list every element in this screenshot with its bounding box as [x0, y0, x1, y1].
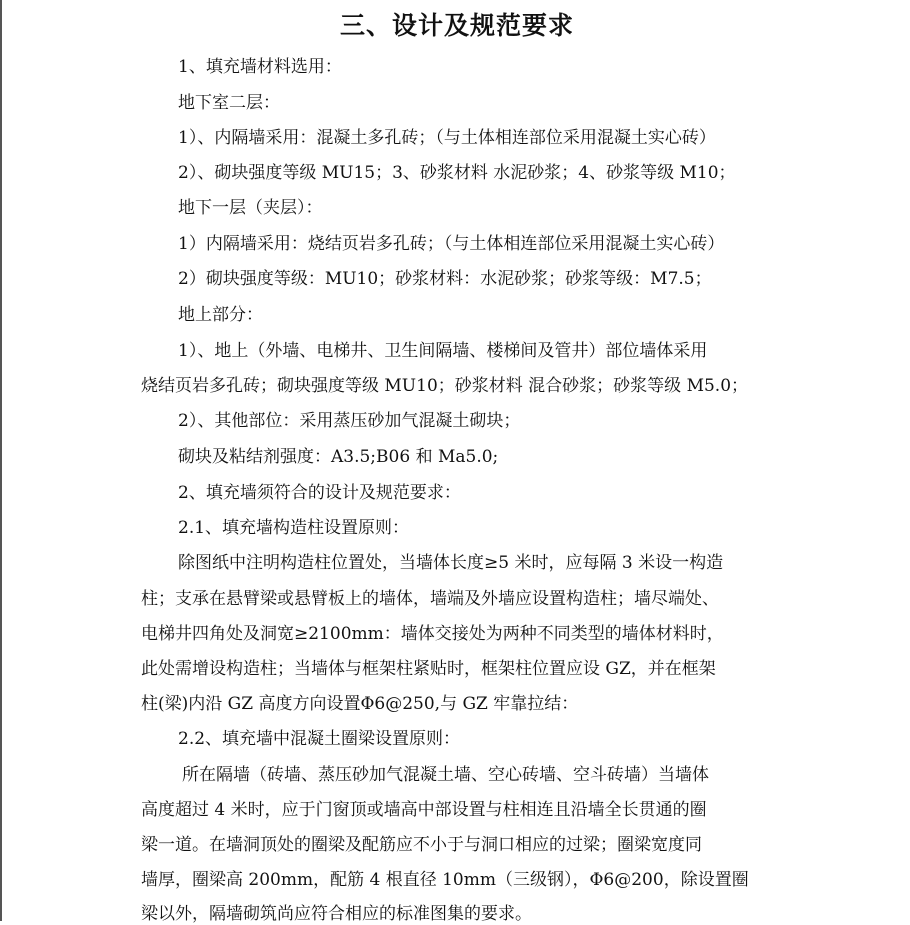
subsection-heading: 2.1、填充墙构造柱设置原则： — [178, 518, 410, 538]
section-heading: 2、填充墙须符合的设计及规范要求： — [178, 483, 461, 503]
paragraph-line: 1）内隔墙采用：烧结页岩多孔砖；（与土体相连部位采用混凝土实心砖） — [178, 234, 725, 254]
paragraph-line: 砌块及粘结剂强度：A3.5;B06 和 Ma5.0; — [178, 447, 499, 467]
paragraph-line: 2）、砌块强度等级 MU15；3、砂浆材料 水泥砂浆；4、砂浆等级 M10； — [178, 163, 736, 183]
subsection-label: 地上部分： — [178, 305, 263, 325]
subsection-label: 地下一层（夹层）： — [178, 198, 323, 218]
paragraph-line: 梁一道。在墙洞顶处的圈梁及配筋应不小于与洞口相应的过梁；圈梁宽度同 — [141, 835, 702, 855]
paragraph-line: 电梯井四角处及洞宽≥2100mm：墙体交接处为两种不同类型的墙体材料时， — [141, 624, 724, 644]
subsection-label: 地下室二层： — [178, 93, 280, 113]
paragraph-line: 高度超过 4 米时，应于门窗顶或墙高中部设置与柱相连且沿墙全长贯通的圈 — [141, 800, 707, 820]
paragraph-line: 1）、内隔墙采用：混凝土多孔砖；（与土体相连部位采用混凝土实心砖） — [178, 128, 716, 148]
paragraph-line: 除图纸中注明构造柱位置处，当墙体长度≥5 米时，应每隔 3 米设一构造 — [178, 553, 724, 573]
subsection-heading: 2.2、填充墙中混凝土圈梁设置原则： — [178, 729, 461, 749]
paragraph-line: 此处需增设构造柱；当墙体与框架柱紧贴时，框架柱位置应设 GZ，并在框架 — [141, 659, 716, 679]
paragraph-line: 烧结页岩多孔砖；砌块强度等级 MU10；砂浆材料 混合砂浆；砂浆等级 M5.0； — [141, 376, 749, 396]
paragraph-line: 1）、地上（外墙、电梯井、卫生间隔墙、楼梯间及管井）部位墙体采用 — [178, 341, 708, 361]
paragraph-line: 所在隔墙（砖墙、蒸压砂加气混凝土墙、空心砖墙、空斗砖墙）当墙体 — [182, 765, 709, 785]
paragraph-line: 梁以外，隔墙砌筑尚应符合相应的标准图集的要求。 — [141, 904, 532, 924]
paragraph-line: 2）、其他部位：采用蒸压砂加气混凝土砌块； — [178, 411, 521, 431]
paragraph-line: 2）砌块强度等级：MU10；砂浆材料：水泥砂浆；砂浆等级：M7.5； — [178, 269, 712, 289]
section-heading: 1、填充墙材料选用： — [178, 57, 342, 77]
paragraph-line: 柱(梁)内沿 GZ 高度方向设置Φ6@250,与 GZ 牢靠拉结： — [141, 694, 579, 714]
paragraph-line: 柱；支承在悬臂梁或悬臂板上的墙体，墙端及外墙应设置构造柱；墙尽端处、 — [141, 589, 719, 609]
paragraph-line: 墙厚，圈梁高 200mm，配筋 4 根直径 10mm（三级钢），Φ6@200，除设置圈 — [141, 870, 749, 890]
page-title: 三、设计及规范要求 — [339, 11, 574, 40]
